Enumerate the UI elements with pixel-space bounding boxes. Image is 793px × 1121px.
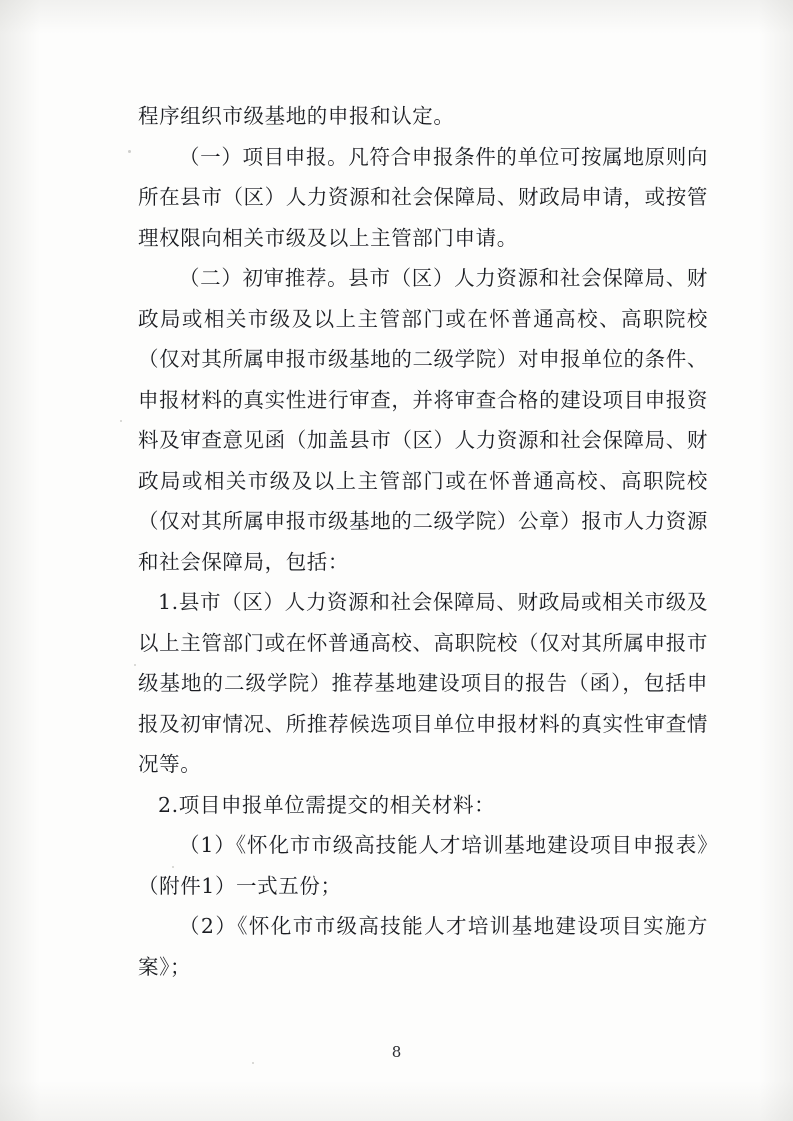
page-edge-shading-left (0, 0, 40, 1121)
paragraph-item-one: （一）项目申报。凡符合申报条件的单位可按属地原则向所在县市（区）人力资源和社会保障局、财政局申请，或按管理权限向相关市级及以上主管部门申请。 (138, 144, 708, 250)
scan-speck (252, 1062, 254, 1064)
paragraph-item-two: （二）初审推荐。县市（区）人力资源和社会保障局、财政局或相关市级及以上主管部门或在怀普通高校、高职院校（仅对其所属申报市级基地的二级学院）对申报单位的条件、申报材料的真实性进行审查，并将审查合格的建设项目申报资料及审查意见函（加盖县市（区）人力资源和社会保障局、财政局或相关市级及以上主管部门或在怀普通高校、高职院校（仅对其所属申报市级基地的二级学院）公章）报市人力资源和社会保障局，包括： (138, 266, 708, 574)
page-edge-shading-top (0, 0, 793, 34)
scan-speck (120, 420, 122, 422)
paragraph-sub-two: （2）《怀化市市级高技能人才培训基地建设项目实施方案》； (138, 914, 708, 979)
page-edge-shading-right (759, 0, 793, 1121)
page-number: 8 (391, 1043, 402, 1061)
paragraph-numbered-one: 1.县市（区）人力资源和社会保障局、财政局或相关市级及以上主管部门或在怀普通高校、高职院校（仅对其所属申报市级基地的二级学院）推荐基地建设项目的报告（函），包括申报及初审情况、所推荐候选项目单位申报材料的真实性审查情况等。 (138, 590, 708, 776)
paragraph-continuation: 程序组织市级基地的申报和认定。 (138, 104, 455, 128)
scan-speck (128, 150, 131, 153)
scan-speck (134, 664, 136, 666)
paragraph-sub-one: （1）《怀化市市级高技能人才培训基地建设项目申报表》（附件1）一式五份； (138, 833, 708, 898)
page-edge-shading-bottom (0, 1081, 793, 1121)
paragraph-numbered-two: 2.项目申报单位需提交的相关材料： (158, 792, 496, 817)
document-body (138, 96, 708, 987)
